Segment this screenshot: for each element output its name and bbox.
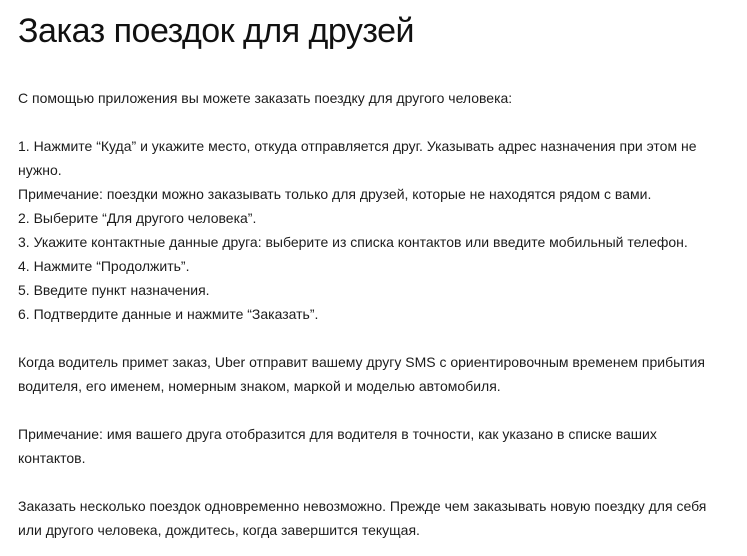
step-6: 6. Подтвердите данные и нажмите “Заказать”. bbox=[18, 306, 319, 322]
steps-list bbox=[18, 134, 728, 326]
step-4: 4. Нажмите “Продолжить”. bbox=[18, 258, 190, 274]
driver-accept-paragraph: Когда водитель примет заказ, Uber отправит вашему другу SMS с ориентировочным временем прибытия водителя, его именем, номерным знаком, маркой и моделью автомобиля. bbox=[18, 354, 705, 394]
step-2: 2. Выберите “Для другого человека”. bbox=[18, 210, 257, 226]
article bbox=[18, 0, 728, 542]
intro-text: С помощью приложения вы можете заказать поездку для другого человека: bbox=[18, 90, 513, 106]
step-1-note: Примечание: поездки можно заказывать только для друзей, которые не находятся рядом с вами. bbox=[18, 186, 652, 202]
page-title: Заказ поездок для друзей bbox=[18, 12, 415, 50]
multiple-rides-paragraph: Заказать несколько поездок одновременно невозможно. Прежде чем заказывать новую поездку для себя или другого человека, дождитесь, когда завершится текущая. bbox=[18, 498, 707, 538]
step-3: 3. Укажите контактные данные друга: выберите из списка контактов или введите мобильный телефон. bbox=[18, 234, 688, 250]
step-5: 5. Введите пункт назначения. bbox=[18, 282, 210, 298]
step-1: 1. Нажмите “Куда” и укажите место, откуда отправляется друг. Указывать адрес назначения при этом не нужно. bbox=[18, 138, 697, 178]
friend-name-note-paragraph: Примечание: имя вашего друга отобразится для водителя в точности, как указано в списке ваших контактов. bbox=[18, 426, 657, 466]
